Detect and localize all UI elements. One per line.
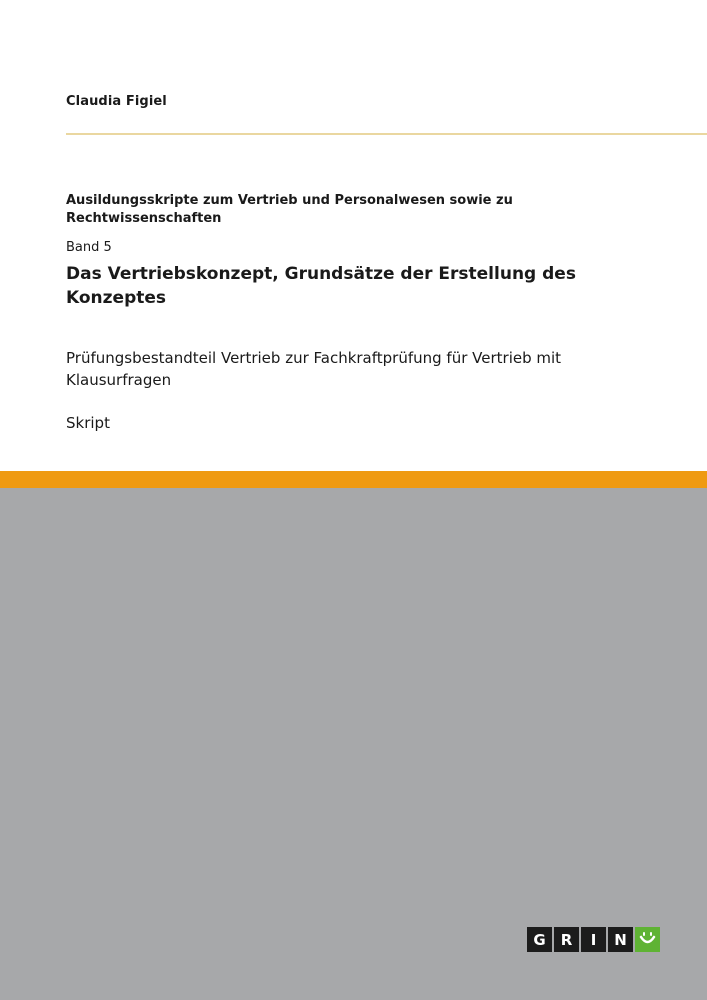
book-title: Das Vertriebskonzept, Grundsätze der Erstellung des Konzeptes [66, 264, 576, 308]
grin-logo-letter-i: I [581, 927, 606, 952]
grin-logo-letter-r: R [554, 927, 579, 952]
book-subtitle: Prüfungsbestandteil Vertrieb zur Fachkraftprüfung für Vertrieb mit Klausurfragen [66, 349, 562, 389]
smile-icon [635, 927, 660, 952]
grin-logo [527, 927, 660, 952]
grin-logo-letter-n: N [608, 927, 633, 952]
grin-logo-letter-g: G [527, 927, 552, 952]
divider-line [66, 133, 707, 135]
document-type: Skript [66, 414, 110, 432]
cover-gray-area [0, 488, 707, 1000]
series-title: Ausildungsskripte zum Vertrieb und Personalwesen sowie zu Rechtwissenschaften [66, 193, 513, 226]
volume-label: Band 5 [66, 240, 112, 255]
orange-stripe [0, 471, 707, 488]
author-name: Claudia Figiel [66, 94, 167, 109]
